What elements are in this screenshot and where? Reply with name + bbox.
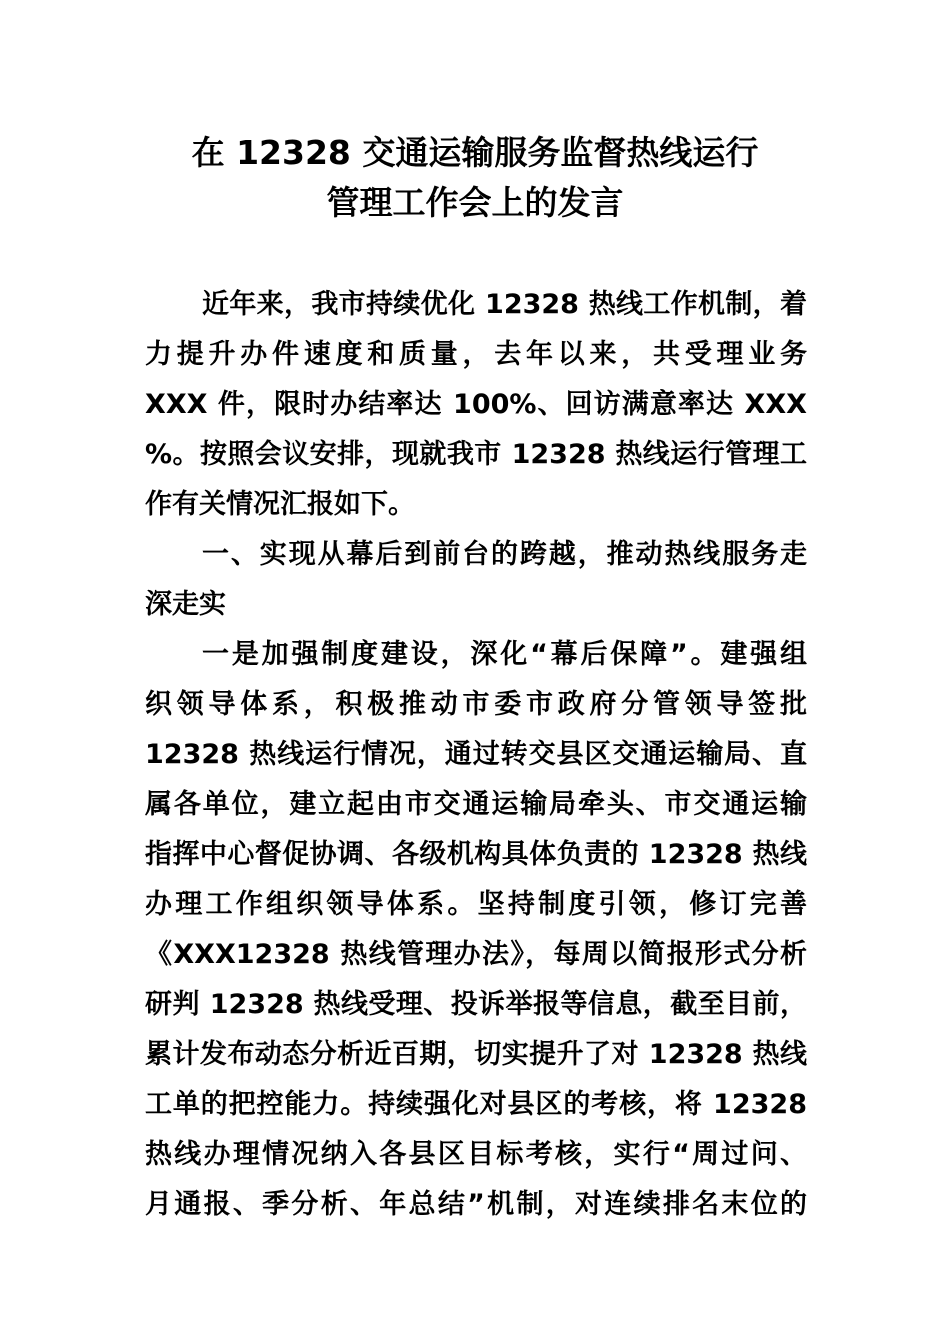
document-title-line-2: 管理工作会上的发言 — [326, 183, 624, 222]
section-heading-line: 一、实现从幕后到前台的跨越，推动热线服务走 — [202, 539, 807, 570]
text-line: 累计发布动态分析近百期，切实提升了对 12328 热线 — [145, 1039, 807, 1070]
text-line: 《XXX12328 热线管理办法》，每周以简报形式分析 — [145, 939, 807, 970]
text-line: 热线办理情况纳入各县区目标考核，实行“周过问、 — [145, 1139, 807, 1170]
text-line: 一是加强制度建设，深化“幕后保障”。建强组 — [202, 639, 807, 670]
text-line: 力提升办件速度和质量，去年以来，共受理业务 — [145, 339, 807, 370]
text-line: 属各单位，建立起由市交通运输局牵头、市交通运输 — [145, 789, 807, 820]
text-line: XXX 件，限时办结率达 100%、回访满意率达 XXX — [145, 389, 807, 420]
text-line: 织领导体系，积极推动市委市政府分管领导签批 — [145, 689, 807, 720]
text-line: 指挥中心督促协调、各级机构具体负责的 12328 热线 — [145, 839, 807, 870]
text-line: 工单的把控能力。持续强化对县区的考核，将 12328 — [145, 1089, 807, 1120]
text-line: 12328 热线运行情况，通过转交县区交通运输局、直 — [145, 739, 807, 770]
document-body — [145, 280, 807, 1230]
text-line: 研判 12328 热线受理、投诉举报等信息，截至目前， — [145, 989, 807, 1020]
text-line: 月通报、季分析、年总结”机制，对连续排名末位的 — [145, 1189, 807, 1220]
section-heading-line: 深走实 — [145, 589, 226, 620]
document-title-line-1: 在 12328 交通运输服务监督热线运行 — [191, 133, 759, 172]
text-line: 办理工作组织领导体系。坚持制度引领，修订完善 — [145, 889, 807, 920]
text-line: 作有关情况汇报如下。 — [145, 489, 415, 520]
text-line: 近年来，我市持续优化 12328 热线工作机制，着 — [202, 289, 807, 320]
text-line: %。按照会议安排，现就我市 12328 热线运行管理工 — [145, 439, 807, 470]
